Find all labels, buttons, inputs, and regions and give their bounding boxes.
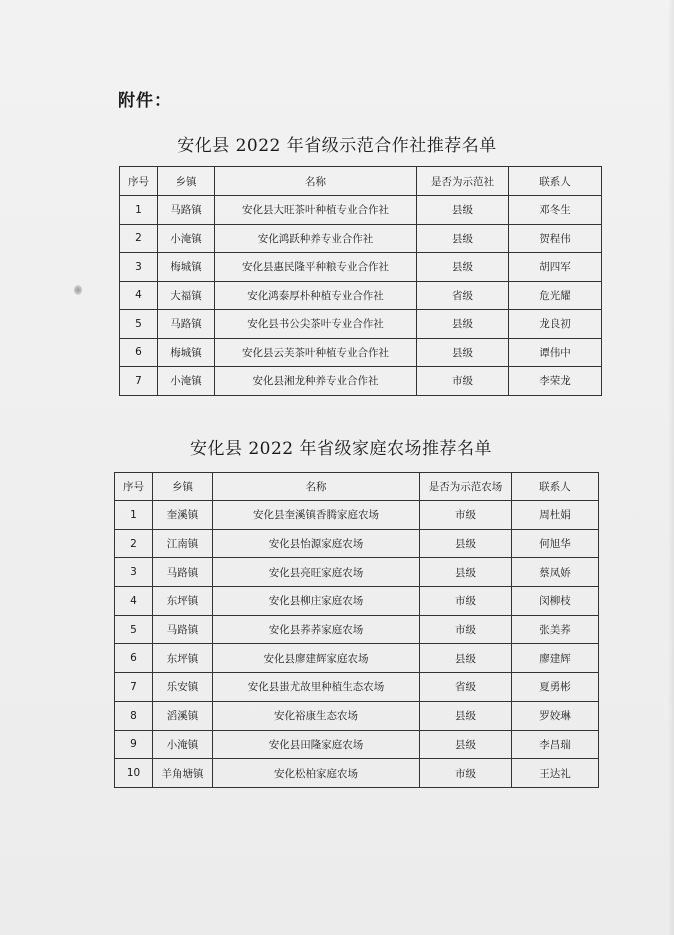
table-row — [120, 338, 602, 367]
cell-index: 2 — [115, 529, 153, 558]
cell-contact: 胡四军 — [509, 253, 602, 282]
table-row — [120, 253, 602, 282]
cell-index: 6 — [115, 644, 153, 673]
cell-contact: 蔡凤娇 — [512, 558, 599, 587]
cell-demo-level: 县级 — [417, 338, 509, 367]
cell-demo-level: 县级 — [420, 529, 512, 558]
cell-town: 奎溪镇 — [153, 501, 213, 530]
cell-contact: 贺程伟 — [509, 224, 602, 253]
cell-name: 安化县怡源家庭农场 — [213, 529, 420, 558]
table2-title: 安化县 2022 年省级家庭农场推荐名单 — [189, 439, 493, 459]
table-row — [115, 644, 599, 673]
header-contact: 联系人 — [509, 167, 602, 196]
header-index: 序号 — [115, 473, 153, 501]
cell-contact: 夏勇彬 — [512, 673, 599, 702]
cell-name: 安化鸿跃种养专业合作社 — [215, 224, 417, 253]
cell-index: 3 — [115, 558, 153, 587]
cell-name: 安化县奎溪镇香腾家庭农场 — [213, 501, 420, 530]
cell-demo-level: 市级 — [420, 759, 512, 788]
cell-contact: 危光耀 — [509, 281, 602, 310]
cell-town: 乐安镇 — [153, 673, 213, 702]
cell-name: 安化县蚩尤故里种植生态农场 — [213, 673, 420, 702]
cell-index: 10 — [115, 759, 153, 788]
cell-town: 梅城镇 — [158, 338, 215, 367]
attachment-label: 附件： — [118, 91, 172, 111]
cell-name: 安化县田隆家庭农场 — [213, 730, 420, 759]
cell-contact: 张美荞 — [512, 615, 599, 644]
cell-town: 小淹镇 — [153, 730, 213, 759]
table-row — [115, 529, 599, 558]
punch-hole-mark — [74, 285, 82, 295]
cell-demo-level: 县级 — [420, 701, 512, 730]
header-demo-level: 是否为示范农场 — [420, 473, 512, 501]
table-header-row — [120, 167, 602, 196]
cell-demo-level: 县级 — [420, 730, 512, 759]
cell-index: 7 — [115, 673, 153, 702]
cell-demo-level: 市级 — [420, 587, 512, 616]
cell-demo-level: 市级 — [420, 615, 512, 644]
header-name: 名称 — [213, 473, 420, 501]
cell-town: 大福镇 — [158, 281, 215, 310]
cell-contact: 罗姣琳 — [512, 701, 599, 730]
cell-name: 安化裕康生态农场 — [213, 701, 420, 730]
cell-contact: 邓冬生 — [509, 196, 602, 225]
table-row — [115, 501, 599, 530]
cell-index: 2 — [120, 224, 158, 253]
table-row — [120, 281, 602, 310]
cell-name: 安化县书公尖茶叶专业合作社 — [215, 310, 417, 339]
table1-title: 安化县 2022 年省级示范合作社推荐名单 — [177, 136, 497, 156]
cell-index: 7 — [120, 367, 158, 396]
cell-contact: 闵柳枝 — [512, 587, 599, 616]
cell-demo-level: 市级 — [417, 367, 509, 396]
cooperative-table — [119, 166, 602, 396]
header-index: 序号 — [120, 167, 158, 196]
cell-contact: 廖建辉 — [512, 644, 599, 673]
cell-contact: 李昌瑞 — [512, 730, 599, 759]
table-row — [115, 730, 599, 759]
cell-contact: 李荣龙 — [509, 367, 602, 396]
cell-town: 马路镇 — [153, 615, 213, 644]
cell-name: 安化县亮旺家庭农场 — [213, 558, 420, 587]
cell-town: 马路镇 — [153, 558, 213, 587]
cell-index: 4 — [120, 281, 158, 310]
cell-index: 5 — [120, 310, 158, 339]
header-town: 乡镇 — [158, 167, 215, 196]
table-row — [115, 673, 599, 702]
table-row — [115, 558, 599, 587]
cell-name: 安化县柳庄家庭农场 — [213, 587, 420, 616]
cell-demo-level: 省级 — [417, 281, 509, 310]
cell-town: 小淹镇 — [158, 367, 215, 396]
table-row — [120, 196, 602, 225]
cell-contact: 龙良初 — [509, 310, 602, 339]
table-row — [120, 224, 602, 253]
cell-index: 1 — [120, 196, 158, 225]
cell-index: 5 — [115, 615, 153, 644]
cell-demo-level: 市级 — [420, 501, 512, 530]
cell-town: 马路镇 — [158, 196, 215, 225]
cell-demo-level: 县级 — [420, 644, 512, 673]
cell-town: 梅城镇 — [158, 253, 215, 282]
cell-name: 安化县荞荞家庭农场 — [213, 615, 420, 644]
cell-town: 马路镇 — [158, 310, 215, 339]
cell-town: 羊角塘镇 — [153, 759, 213, 788]
cell-name: 安化松柏家庭农场 — [213, 759, 420, 788]
cell-demo-level: 省级 — [420, 673, 512, 702]
table-row — [115, 701, 599, 730]
cell-demo-level: 县级 — [417, 196, 509, 225]
cell-demo-level: 县级 — [417, 224, 509, 253]
cell-demo-level: 县级 — [420, 558, 512, 587]
cell-demo-level: 县级 — [417, 253, 509, 282]
family-farm-table — [114, 472, 599, 788]
table-row — [120, 310, 602, 339]
header-contact: 联系人 — [512, 473, 599, 501]
cell-town: 小淹镇 — [158, 224, 215, 253]
cell-name: 安化县惠民隆平种粮专业合作社 — [215, 253, 417, 282]
cell-index: 3 — [120, 253, 158, 282]
cell-index: 6 — [120, 338, 158, 367]
cell-index: 4 — [115, 587, 153, 616]
cell-contact: 谭伟中 — [509, 338, 602, 367]
table-header-row — [115, 473, 599, 501]
header-demo-level: 是否为示范社 — [417, 167, 509, 196]
cell-contact: 王达礼 — [512, 759, 599, 788]
cell-contact: 周杜娟 — [512, 501, 599, 530]
cell-town: 江南镇 — [153, 529, 213, 558]
cell-name: 安化县大旺茶叶种植专业合作社 — [215, 196, 417, 225]
table-row — [120, 367, 602, 396]
header-town: 乡镇 — [153, 473, 213, 501]
cell-name: 安化县廖建辉家庭农场 — [213, 644, 420, 673]
cell-name: 安化鸿泰厚朴种植专业合作社 — [215, 281, 417, 310]
table-row — [115, 587, 599, 616]
cell-name: 安化县湘龙种养专业合作社 — [215, 367, 417, 396]
cell-index: 8 — [115, 701, 153, 730]
cell-town: 东坪镇 — [153, 587, 213, 616]
cell-demo-level: 县级 — [417, 310, 509, 339]
cell-name: 安化县云芙茶叶种植专业合作社 — [215, 338, 417, 367]
table-row — [115, 615, 599, 644]
cell-index: 9 — [115, 730, 153, 759]
cell-contact: 何旭华 — [512, 529, 599, 558]
cell-town: 滔溪镇 — [153, 701, 213, 730]
cell-index: 1 — [115, 501, 153, 530]
table-row — [115, 759, 599, 788]
header-name: 名称 — [215, 167, 417, 196]
cell-town: 东坪镇 — [153, 644, 213, 673]
